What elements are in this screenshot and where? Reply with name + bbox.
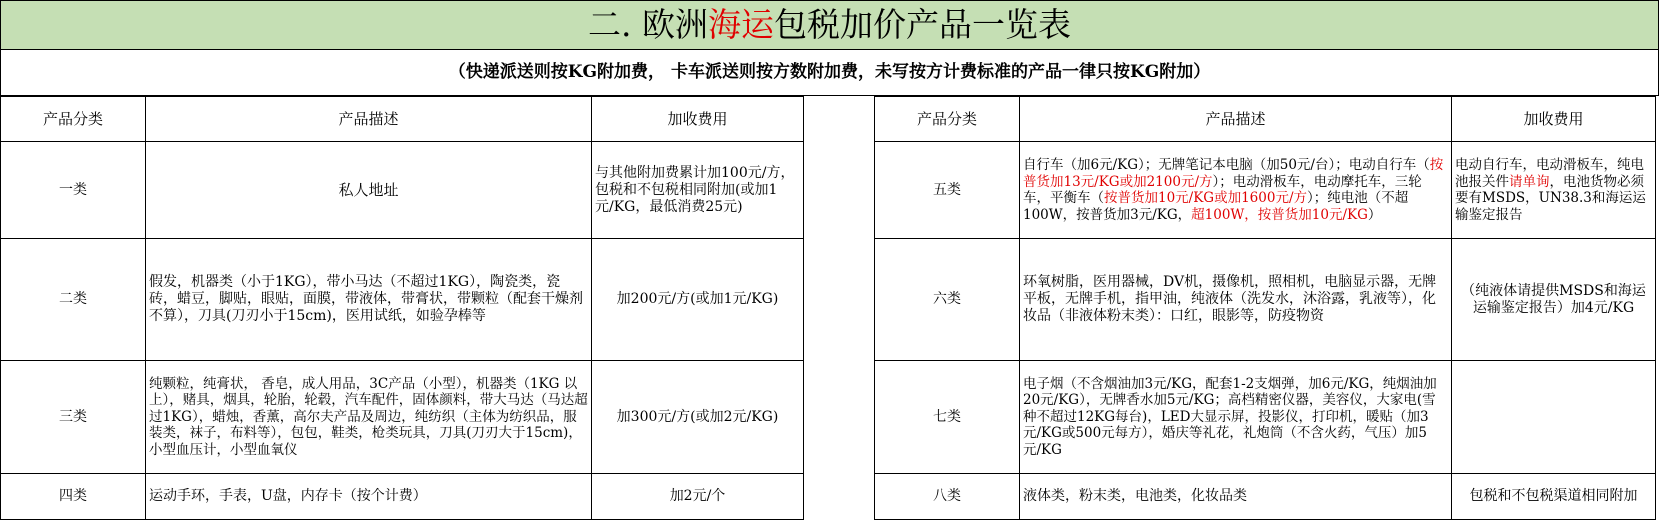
fee-cell: （纯液体请提供MSDS和海运运输鉴定报告）加4元/KG — [1452, 239, 1656, 361]
header-fee: 加收费用 — [592, 97, 804, 142]
header-description: 产品描述 — [1020, 97, 1452, 142]
category-cell: 六类 — [875, 239, 1020, 361]
title-highlight: 海运 — [707, 5, 774, 44]
left-table — [0, 96, 804, 520]
subtitle-note: （快递派送则按KG附加费， 卡车派送则按方数附加费，未写按方计费标准的产品一律只按KG附加） — [0, 50, 1659, 96]
right-header-row — [875, 97, 1656, 142]
table-row — [1, 142, 804, 239]
category-cell: 八类 — [875, 474, 1020, 520]
fee-cell: 加200元/方(或加1元/KG) — [592, 239, 804, 361]
description-cell: 液体类，粉末类，电池类，化妆品类 — [1020, 474, 1452, 520]
category-cell: 七类 — [875, 361, 1020, 474]
header-fee: 加收费用 — [1452, 97, 1656, 142]
description-cell: 电子烟（不含烟油加3元/KG，配套1-2支烟弹，加6元/KG，纯烟油加20元/KG），无牌香水加5元/KG；高档精密仪器，美容仪，大家电(雪种不超过12KG每台)，LED大显示屏，投影仪，打印机，暖贴（加3元/KG或500元每方），婚庆等礼花，礼炮筒（不含火药，气压）加5元/KG — [1020, 361, 1452, 474]
fee-cell: 包税和不包税渠道相同附加 — [1452, 474, 1656, 520]
fee-cell: 电动自行车，电动滑板车，纯电池报关件请单询，电池货物必须要有MSDS，UN38.3和海运运输鉴定报告 — [1452, 142, 1656, 239]
category-cell: 二类 — [1, 239, 146, 361]
description-cell: 自行车（加6元/KG）；无牌笔记本电脑（加50元/台）；电动自行车（按普货加13元/KG或加2100元/方）；电动滑板车，电动摩托车，三轮车，平衡车（按普货加10元/KG或加1600元/方）；纯电池（不超100W，按普货加3元/KG，超100W，按普货加10元/KG） — [1020, 142, 1452, 239]
description-cell: 运动手环，手表，U盘，内存卡（按个计费） — [146, 474, 592, 520]
right-table — [874, 96, 1656, 520]
left-header-row — [1, 97, 804, 142]
description-cell: 纯颗粒，纯膏状， 香皂，成人用品，3C产品（小型），机器类（1KG 以上），赌具，烟具，轮胎，轮毂，汽车配件，固体颜料，带大马达（马达超过1KG），蜡烛，香薰，高尔夫产品及周边，纯纺织（主体为纺织品，服装类，袜子，布料等），包包，鞋类，枪类玩具，刀具(刀刃大于15cm)，小型血压计，小型血氧仪 — [146, 361, 592, 474]
description-cell: 假发，机器类（小于1KG），带小马达（不超过1KG），陶瓷类，瓷砖，蜡豆，脚贴，眼贴，面膜，带液体，带膏状，带颗粒（配套干燥剂不算），刀具(刀刃小于15cm)，医用试纸，如验孕棒等 — [146, 239, 592, 361]
table-row — [1, 239, 804, 361]
table-row — [875, 474, 1656, 520]
category-cell: 一类 — [1, 142, 146, 239]
fee-cell — [1452, 361, 1656, 474]
title-prefix: 二. 欧洲 — [588, 5, 708, 44]
table-row — [875, 361, 1656, 474]
table-row — [875, 142, 1656, 239]
title-suffix: 包税加价产品一览表 — [773, 5, 1071, 44]
table-row — [1, 361, 804, 474]
fee-cell: 与其他附加费累计加100元/方，包税和不包税相同附加(或加1元/KG，最低消费25元) — [592, 142, 804, 239]
header-category: 产品分类 — [1, 97, 146, 142]
category-cell: 五类 — [875, 142, 1020, 239]
header-category: 产品分类 — [875, 97, 1020, 142]
fee-cell: 加2元/个 — [592, 474, 804, 520]
description-cell: 环氧树脂，医用器械，DV机，摄像机，照相机，电脑显示器，无牌平板，无牌手机，指甲油，纯液体（洗发水，沐浴露，乳液等），化妆品（非液体粉末类）：口红，眼影等，防疫物资 — [1020, 239, 1452, 361]
fee-cell: 加300元/方(或加2元/KG) — [592, 361, 804, 474]
header-description: 产品描述 — [146, 97, 592, 142]
description-cell: 私人地址 — [146, 142, 592, 239]
table-row — [1, 474, 804, 520]
table-row — [875, 239, 1656, 361]
category-cell: 三类 — [1, 361, 146, 474]
category-cell: 四类 — [1, 474, 146, 520]
page-title — [0, 0, 1659, 50]
